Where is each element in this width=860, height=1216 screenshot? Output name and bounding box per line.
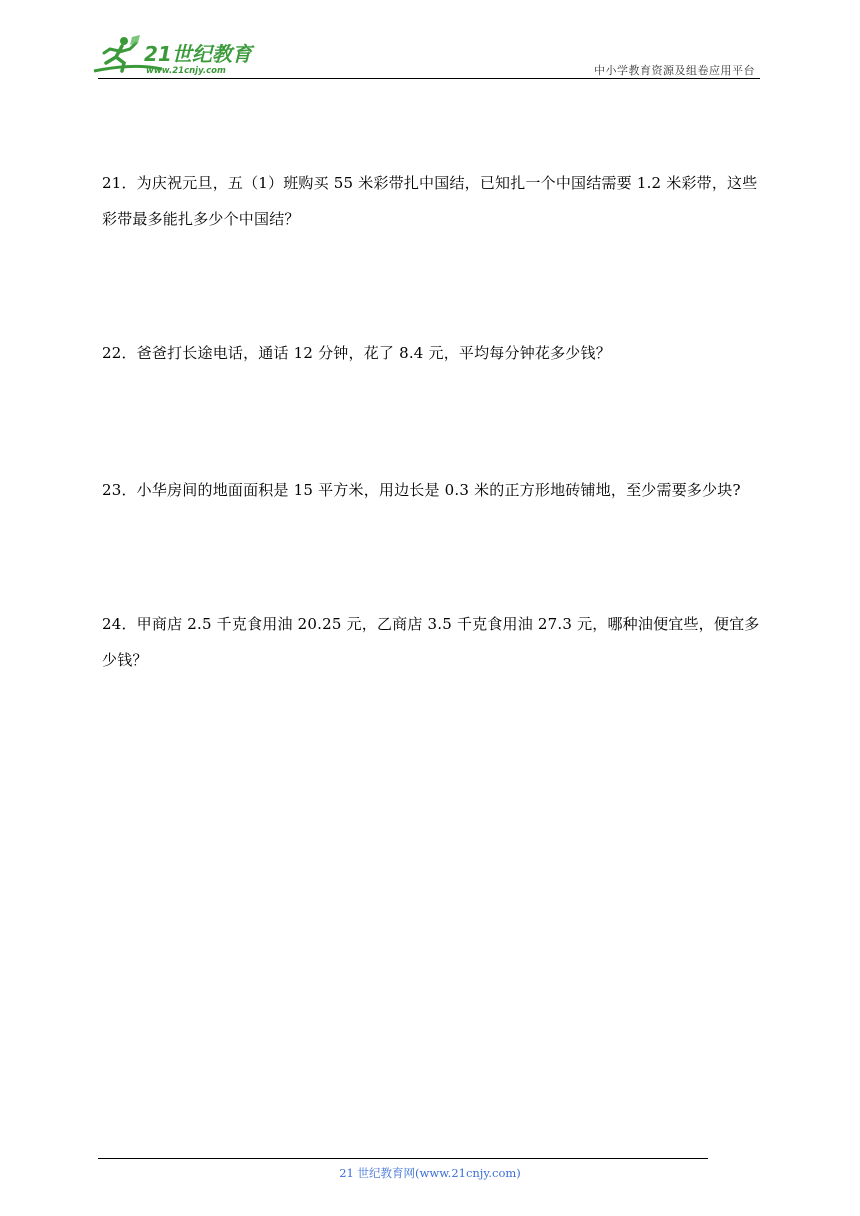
footer-divider	[98, 1158, 708, 1159]
question-24: 24．甲商店 2.5 千克食用油 20.25 元，乙商店 3.5 千克食用油 27.3 元，哪种油便宜些，便宜多少钱？	[102, 615, 760, 669]
question-21: 21．为庆祝元旦，五（1）班购买 55 米彩带扎中国结，已知扎一个中国结需要 1.2 米彩带，这些彩带最多能扎多少个中国结？	[102, 174, 758, 228]
platform-tagline: 中小学教育资源及组卷应用平台	[594, 64, 755, 77]
runner-logo-icon	[92, 33, 262, 79]
question-23: 23．小华房间的地面面积是 15 平方米，用边长是 0.3 米的正方形地砖铺地，至少需要多少块?	[102, 481, 741, 499]
svg-text:21世纪教育: 21世纪教育	[144, 42, 252, 66]
footer-link[interactable]: 21 世纪教育网(www.21cnjy.com)	[339, 1166, 521, 1180]
svg-text:www.21cnjy.com: www.21cnjy.com	[146, 66, 226, 76]
header-divider	[98, 78, 760, 79]
page-header	[0, 0, 860, 90]
question-22: 22．爸爸打长途电话，通话 12 分钟，花了 8.4 元，平均每分钟花多少钱？	[102, 344, 611, 362]
site-logo[interactable]	[92, 33, 262, 79]
